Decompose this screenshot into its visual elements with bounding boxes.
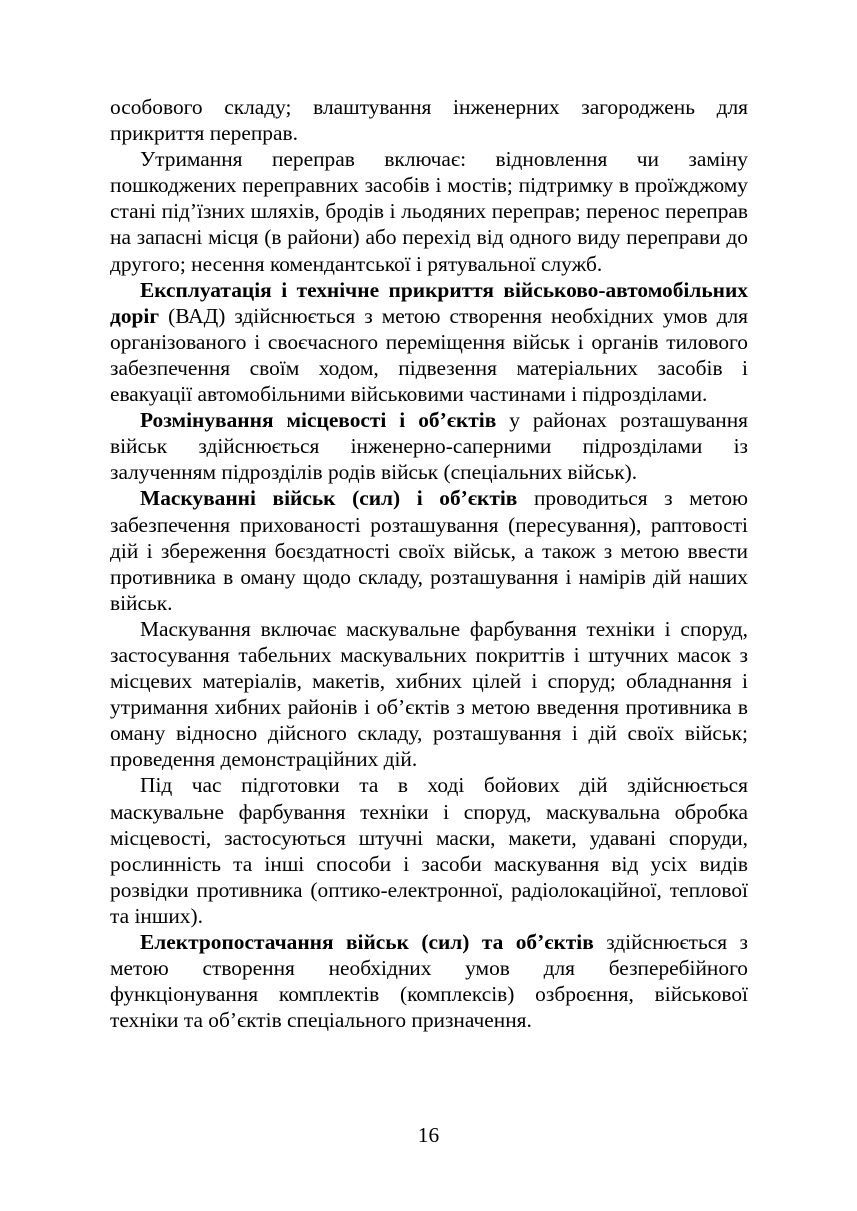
paragraph-text: здійснюється з метою створення необхідних умов для безперебійного функціонування комплектів (комплексів) озброєння, військової техніки та об’єктів спеціального призначення. <box>110 930 748 1033</box>
paragraph-demining <box>110 407 748 485</box>
paragraph-text: Маскування включає маскувальне фарбування техніки і споруд, застосування табельних маскувальних покриттів і штучних масок з місцевих матеріалів, макетів, хибних цілей і споруд; обладнання і утримання хибних районів і об’єктів з метою введення противника в оману відносно дійсного складу, розташування і дій своїх військ; проведення демонстраційних дій. <box>110 616 748 772</box>
paragraph-text: Під час підготовки та в ході бойових дій здійснюється маскувальне фарбування техніки і споруд, маскувальна обробка місцевості, застосуються штучні маски, макети, удавані споруди, рослинність та інші способи і засоби маскування від усіх видів розвідки противника (оптико-електронної, радіолокаційної, теплової та інших). <box>110 773 748 928</box>
paragraph-text: у районах розташування військ здійснюється інженерно-саперними підрозділами із залученням підрозділів родів військ (спеціальних військ). <box>110 408 748 485</box>
paragraph-camouflage-includes <box>110 616 748 773</box>
paragraph-crossing-maintenance <box>110 146 748 276</box>
page-number: 16 <box>417 1123 440 1147</box>
paragraph-combat-camouflage <box>110 772 748 929</box>
paragraph-text: (ВАД) здійснюється з метою створення необхідних умов для організованого і своєчасного переміщення військ і органів тилового забезпечення своїм ходом, підвезення матеріальних засобів і евакуації автомобільними військовими частинами і підрозділами. <box>110 303 748 407</box>
paragraph-continuation <box>110 94 748 146</box>
paragraph-bold-lead: Розмінування місцевості і об’єктів <box>140 408 497 433</box>
page-body <box>110 94 748 1033</box>
paragraph-power-supply <box>110 929 748 1033</box>
paragraph-road-operation <box>110 277 748 407</box>
paragraph-text: проводиться з метою забезпечення прихованості розташування (пересування), раптовості дій і збереження боєздатності своїх військ, а також з метою ввести противника в оману щодо складу, розташування і намірів дій наших військ. <box>110 486 748 615</box>
paragraph-bold-lead: Експлуатація і технічне прикриття військово-автомобільних доріг <box>110 277 748 328</box>
paragraph-text: особового складу; влаштування інженерних загороджень для прикриття переправ. <box>110 95 748 146</box>
paragraph-bold-lead: Маскуванні військ (сил) і об’єктів <box>140 486 518 511</box>
paragraph-text: Утримання переправ включає: відновлення чи заміну пошкоджених переправних засобів і мостів; підтримку в проїжджому стані під’їзних шляхів, бродів і льодяних переправ; перенос переправ на запасні місця (в райони) або перехід від одного виду переправи до другого; несення комендантської і рятувальної служб. <box>110 147 748 276</box>
paragraph-camouflage-purpose <box>110 485 748 615</box>
paragraph-bold-lead: Електропостачання військ (сил) та об’єктів <box>140 930 594 954</box>
